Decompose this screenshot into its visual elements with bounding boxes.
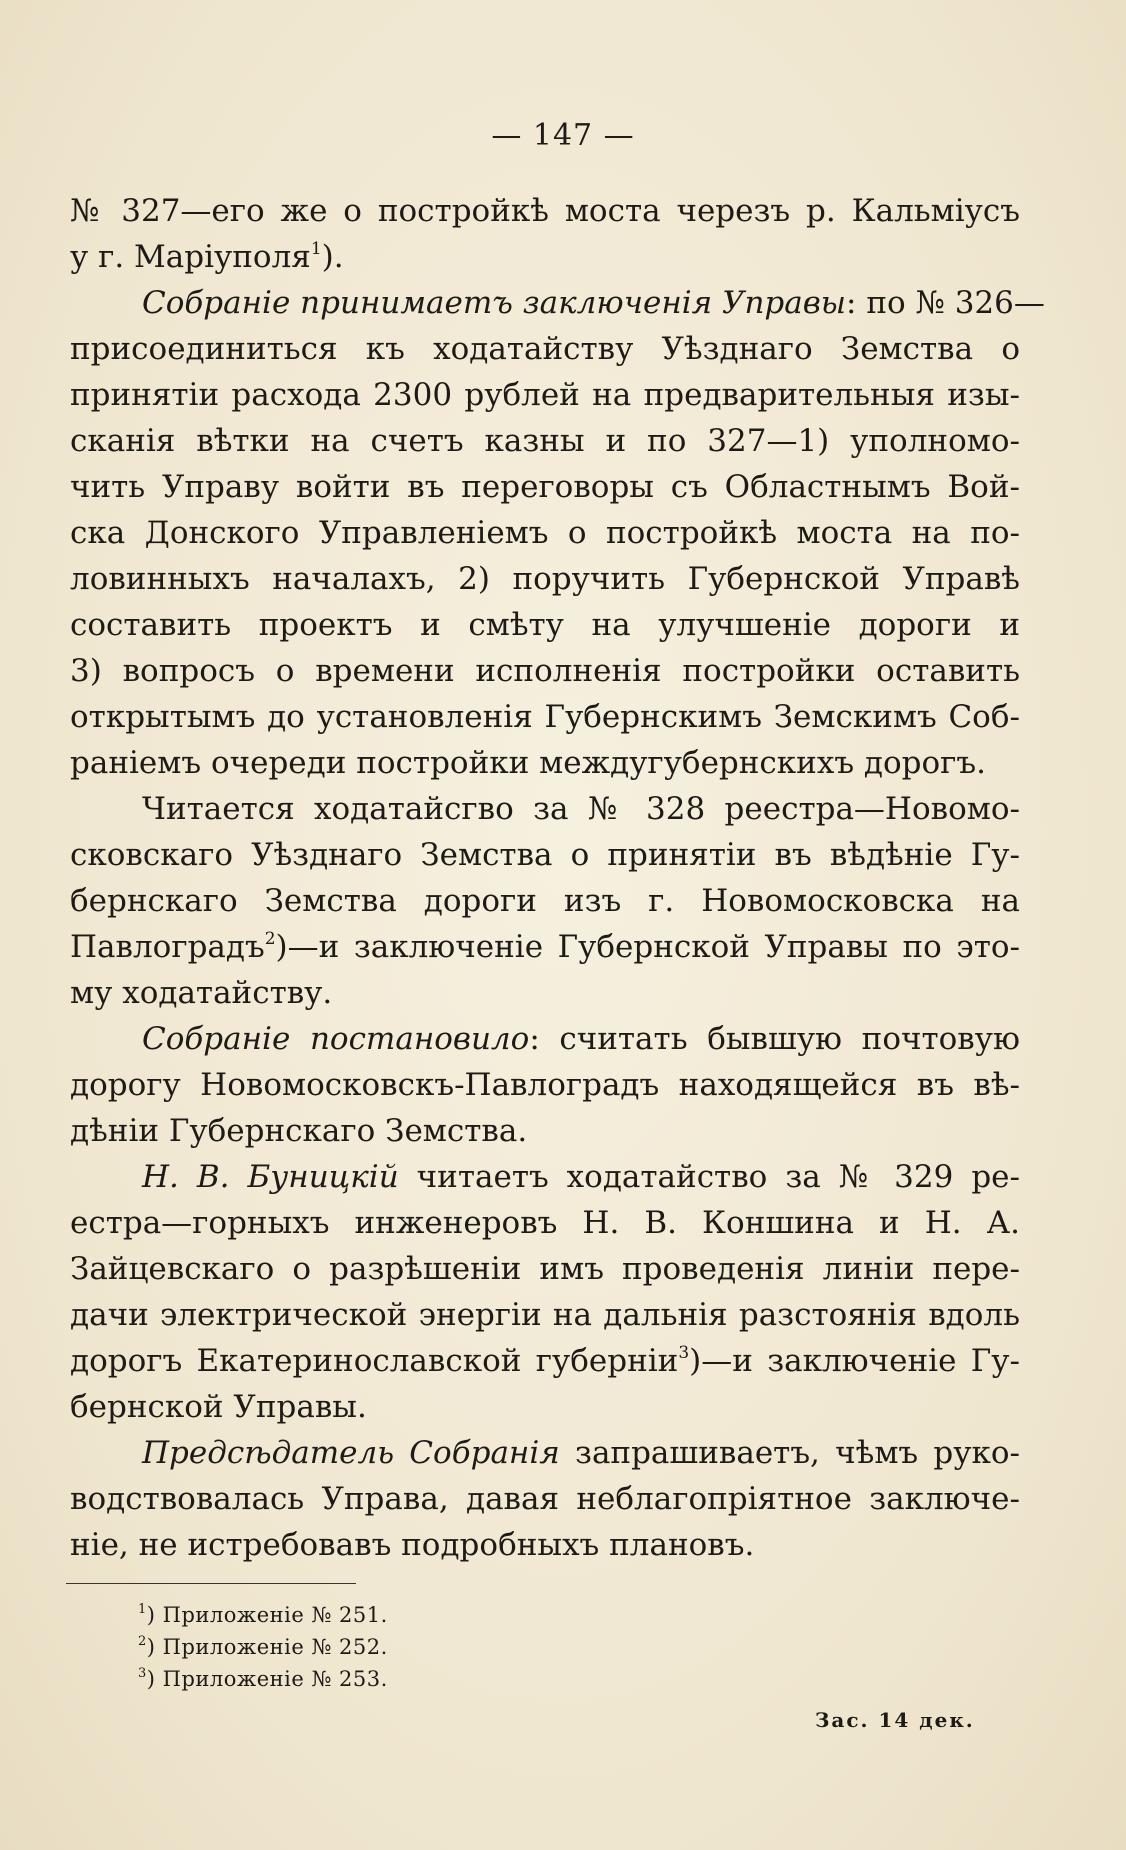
- line-text: естра—горныхъ инженеровъ Н. В. Коншина и Н. А.: [70, 1205, 1020, 1241]
- line-text: № 327—его же о постройкѣ моста черезъ р. Кальміусъ: [70, 193, 1020, 229]
- text-line: [70, 510, 1020, 556]
- text-line: [70, 556, 1020, 602]
- text-line: [70, 1338, 1020, 1384]
- text-line: [70, 1062, 1020, 1108]
- line-text: сковскаго Уѣзднаго Земства о принятіи въ вѣдѣніе Гу-: [70, 837, 1020, 873]
- line-text: принятіи расхода 2300 рублей на предварительныя изы-: [70, 377, 1020, 413]
- text-line: [70, 1384, 1020, 1430]
- line-text: чить Управу войти въ переговоры съ Областнымъ Вой-: [70, 469, 1020, 505]
- footnote-mark: 3: [138, 1666, 147, 1681]
- text-line: [70, 832, 1020, 878]
- line-text: му ходатайству.: [70, 975, 333, 1011]
- text-line: [70, 1108, 1020, 1154]
- line-text: раніемъ очереди постройки междугубернскихъ дорогъ.: [70, 745, 986, 781]
- text-line: [70, 602, 1020, 648]
- line-text: водствовалась Управа, давая неблагопріятное заключе-: [70, 1481, 1020, 1517]
- footnote-ref: 1: [310, 239, 322, 259]
- text-line: [70, 1476, 1020, 1522]
- text-line: [70, 1246, 1020, 1292]
- italic-run: Н. В. Буницкій: [142, 1159, 399, 1195]
- line-text: дорогъ Екатеринославской губерніи: [70, 1343, 679, 1379]
- line-text: Павлоградъ: [70, 929, 265, 965]
- line-text: сканія вѣтки на счетъ казны и по 327—1) уполномо-: [70, 423, 1020, 459]
- text-line: [70, 648, 1020, 694]
- line-text: бернскаго Земства дороги изъ г. Новомосковска на: [70, 883, 1020, 919]
- text-line: [70, 970, 1020, 1016]
- signature-mark: Зас. 14 дек.: [815, 1708, 975, 1732]
- text-line: [70, 326, 1020, 372]
- footnote-text: ) Приложеніе № 251.: [146, 1603, 388, 1627]
- text-line: [70, 234, 1020, 280]
- footnote-mark: 1: [138, 1602, 147, 1617]
- text-line: [70, 924, 1020, 970]
- text-line: [70, 1200, 1020, 1246]
- line-text: дорогу Новомосковскъ-Павлоградъ находящейся въ вѣ-: [70, 1067, 1020, 1103]
- text-line: [70, 1292, 1020, 1338]
- text-line: [70, 418, 1020, 464]
- italic-run: Собраніе принимаетъ заключенія Управы: [142, 285, 847, 321]
- line-text: дачи электрической энергіи на дальнія разстоянія вдоль: [70, 1297, 1020, 1333]
- line-text: Читается ходатайсгво за № 328 реестра—Новомо-: [142, 791, 1020, 827]
- footnote-rule: [66, 1583, 356, 1584]
- line-text: ловинныхъ началахъ, 2) поручить Губернской Управѣ: [70, 561, 1020, 597]
- footnote-text: ) Приложеніе № 252.: [146, 1635, 388, 1659]
- footnote: [138, 1632, 388, 1662]
- italic-run: Предсѣдатель Собранія: [142, 1435, 560, 1471]
- line-text: ска Донского Управленіемъ о постройкѣ моста на по-: [70, 515, 1020, 551]
- page-number: — 147 —: [491, 118, 635, 153]
- footnote: [138, 1600, 388, 1630]
- text-line: [70, 1522, 1020, 1568]
- text-line: [70, 694, 1020, 740]
- text-line: [70, 1430, 1020, 1476]
- line-text-after: )—и заключеніе Губернской Управы по это-: [275, 929, 1020, 965]
- line-text: : считать бывшую почтовую: [529, 1021, 1020, 1057]
- line-text: запрашиваетъ, чѣмъ руко-: [559, 1435, 1020, 1471]
- footnote-ref: 2: [264, 929, 276, 949]
- text-line: [70, 786, 1020, 832]
- footnote-text: ) Приложеніе № 253.: [146, 1667, 388, 1691]
- line-text: открытымъ до установленія Губернскимъ Земскимъ Соб-: [70, 699, 1020, 735]
- line-text: Зайцевскаго о разрѣшеніи имъ проведенія линіи пере-: [70, 1251, 1020, 1287]
- text-line: [70, 188, 1020, 234]
- line-text: бернской Управы.: [70, 1389, 367, 1425]
- line-text: : по № 326—: [846, 285, 1045, 321]
- line-text-after: ).: [321, 239, 344, 275]
- footnote-ref: 3: [678, 1343, 690, 1363]
- text-line: [70, 280, 1045, 326]
- text-line: [70, 464, 1020, 510]
- italic-run: Собраніе постановило: [142, 1021, 530, 1057]
- line-text: 3) вопросъ о времени исполненія постройки оставить: [70, 653, 1020, 689]
- line-text: дѣніи Губернскаго Земства.: [70, 1113, 528, 1149]
- line-text: у г. Маріуполя: [70, 239, 311, 275]
- line-text-after: )—и заключеніе Гу-: [689, 1343, 1020, 1379]
- text-line: [70, 1154, 1020, 1200]
- text-line: [70, 372, 1020, 418]
- line-text: читаетъ ходатайство за № 329 ре-: [398, 1159, 1020, 1195]
- text-line: [70, 878, 1020, 924]
- footnote: [138, 1664, 388, 1694]
- text-line: [70, 1016, 1020, 1062]
- line-text: ніе, не истребовавъ подробныхъ плановъ.: [70, 1527, 755, 1563]
- body-text: [70, 188, 1045, 1568]
- text-line: [70, 740, 1020, 786]
- line-text: присоединиться къ ходатайству Уѣзднаго Земства о: [70, 331, 1020, 367]
- footnote-mark: 2: [138, 1634, 147, 1649]
- line-text: составить проектъ и смѣту на улучшеніе дороги и: [70, 607, 1020, 643]
